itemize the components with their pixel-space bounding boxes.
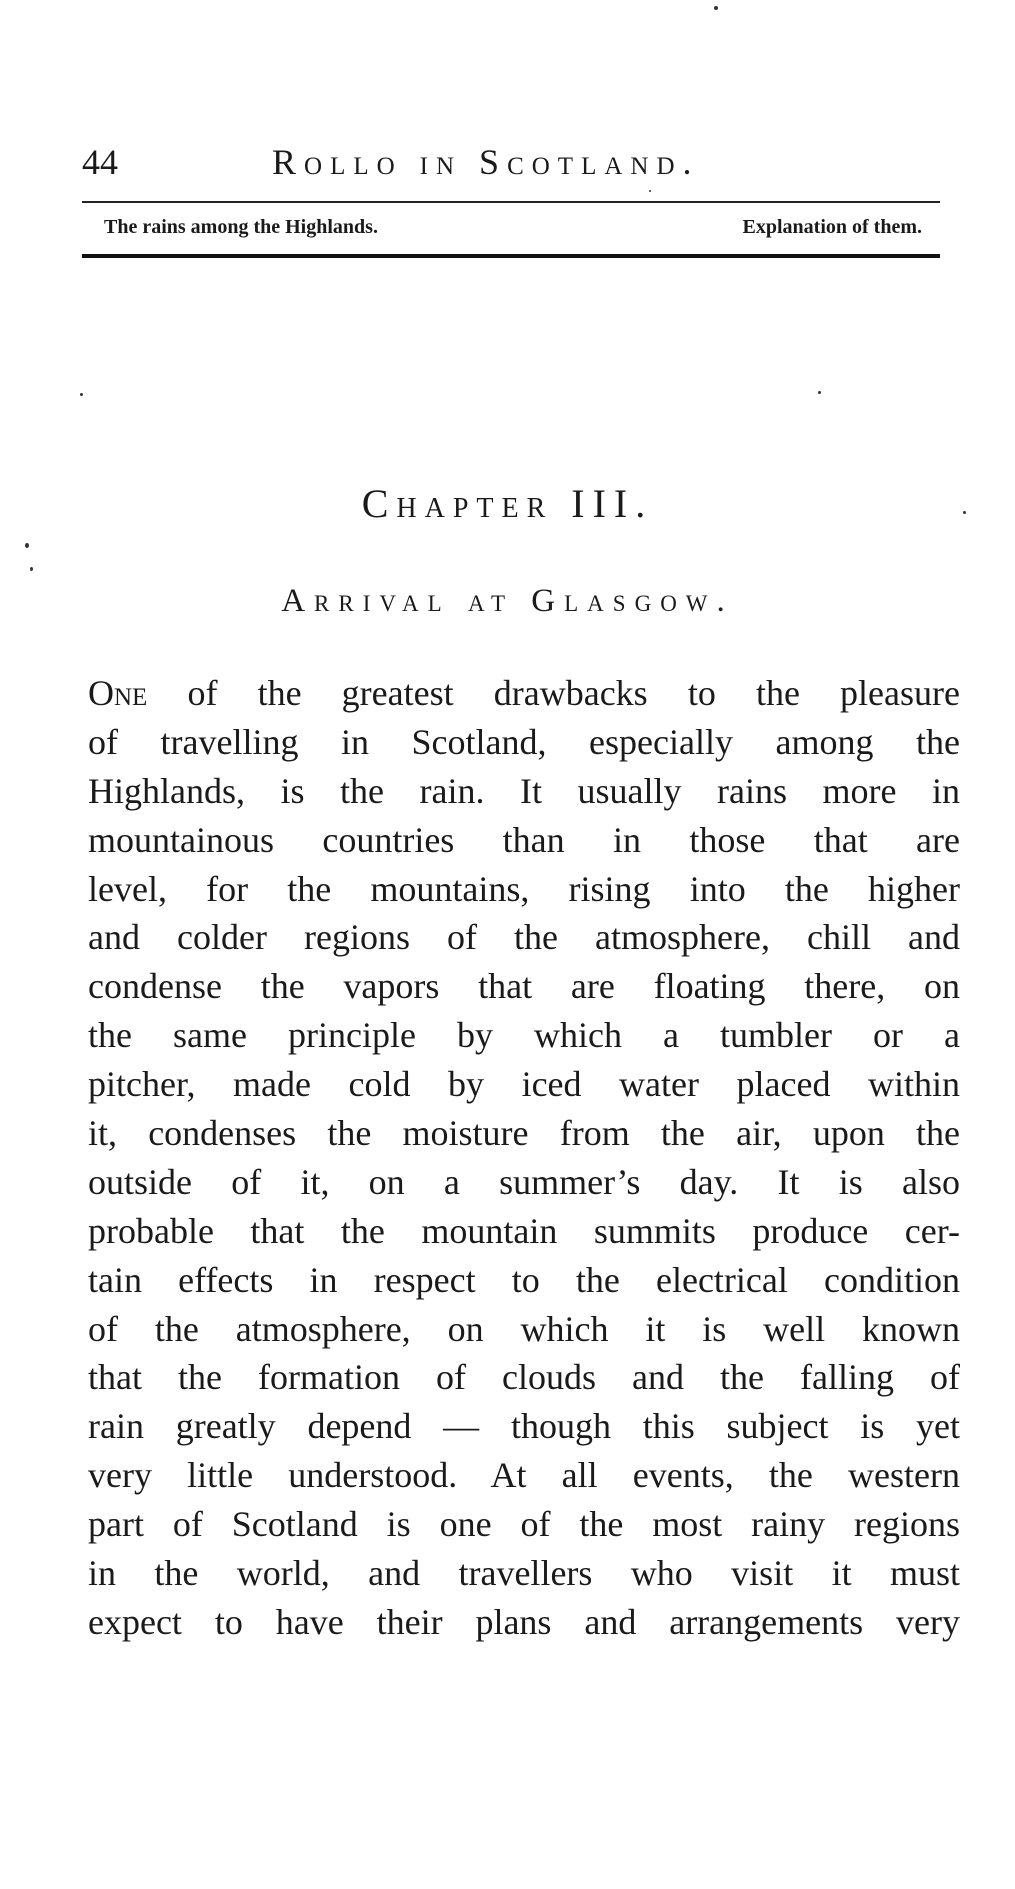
text-line: pitcher, made cold by iced water placed within	[88, 1064, 960, 1105]
text-line: of travelling in Scotland, especially among the	[88, 721, 960, 762]
text-line: mountainous countries than in those that are	[88, 819, 960, 860]
book-title: Rollo in Scotland.	[272, 142, 700, 182]
page-number: 44	[82, 142, 118, 182]
text-line: rain greatly depend — though this subject is yet	[88, 1406, 960, 1447]
scan-speck	[80, 393, 83, 396]
scan-speck	[714, 6, 718, 10]
text-line	[88, 669, 960, 718]
text-line: outside of it, on a summer’s day. It is also	[88, 1161, 960, 1202]
text-line: it, condenses the moisture from the air, upon the	[88, 1113, 960, 1154]
first-word: One	[88, 673, 148, 713]
text-line: that the formation of clouds and the falling of	[88, 1357, 960, 1398]
scan-speck	[30, 567, 33, 571]
chapter-subtitle: Arrival at Glasgow.	[281, 583, 734, 619]
scan-speck	[963, 511, 966, 514]
text-line: in the world, and travellers who visit it must	[88, 1553, 960, 1594]
header-rule-top	[82, 201, 940, 203]
scan-speck	[818, 391, 821, 394]
text-line: of the atmosphere, on which it is well known	[88, 1308, 960, 1349]
header-rule-bottom	[82, 254, 940, 258]
text-line: expect to have their plans and arrangements very	[88, 1601, 960, 1642]
text-line: level, for the mountains, rising into the higher	[88, 868, 960, 909]
text-line-content: of the greatest drawbacks to the pleasure	[147, 673, 960, 713]
running-subheads	[104, 210, 922, 244]
text-line: probable that the mountain summits produce cer-	[88, 1210, 960, 1251]
text-line: the same principle by which a tumbler or a	[88, 1015, 960, 1056]
subhead-right: Explanation of them.	[742, 216, 922, 238]
chapter-title: Chapter III.	[361, 481, 654, 526]
text-line: and colder regions of the atmosphere, chill and	[88, 917, 960, 958]
scan-speck	[649, 190, 651, 192]
text-line: condense the vapors that are floating there, on	[88, 966, 960, 1007]
text-line: part of Scotland is one of the most rainy regions	[88, 1504, 960, 1545]
running-head	[82, 134, 937, 190]
text-line: very little understood. At all events, the western	[88, 1455, 960, 1496]
subhead-left: The rains among the Highlands.	[104, 216, 378, 238]
text-line: tain effects in respect to the electrical condition	[88, 1259, 960, 1300]
text-line: Highlands, is the rain. It usually rains more in	[88, 770, 960, 811]
body-paragraph	[88, 669, 960, 1647]
scan-speck	[25, 543, 29, 548]
